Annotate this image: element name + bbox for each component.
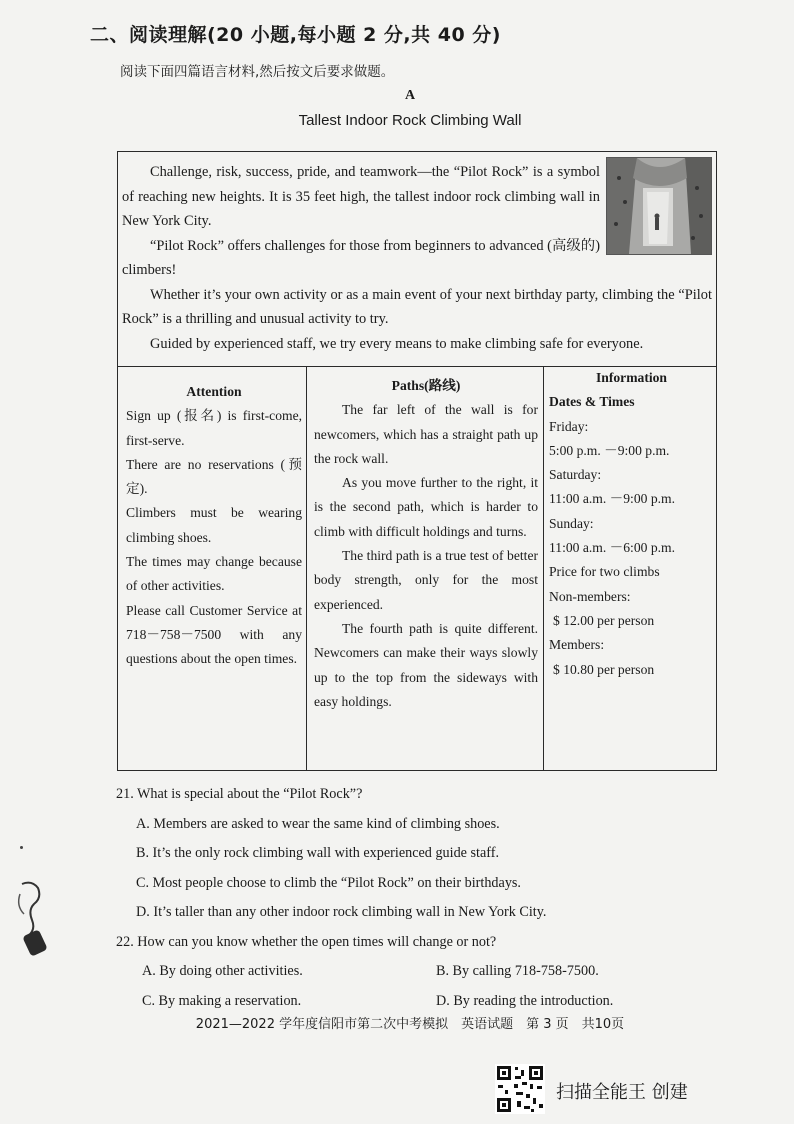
qr-code-icon	[495, 1064, 545, 1114]
margin-doodle-icon	[14, 880, 48, 960]
info-line: $ 12.00 per person	[553, 612, 655, 628]
info-line: Members:	[549, 637, 605, 653]
paths-heading: Paths(路线)	[391, 378, 461, 393]
passage-letter: A	[404, 88, 416, 103]
info-line: Sunday:	[549, 515, 594, 531]
questions-block	[116, 780, 716, 1016]
question-21-option-c: C. Most people choose to climb the “Pilot Rock” on their birthdays.	[136, 874, 521, 891]
intro-paragraph-1: Challenge, risk, success, pride, and teamwork—the “Pilot Rock” is a symbol of reaching new heights. It is 35 feet high, the tallest indoor rock climbing wall in New York City.	[122, 164, 600, 229]
attention-heading: Attention	[186, 384, 242, 399]
passage-title: Tallest Indoor Rock Climbing Wall	[298, 112, 522, 129]
column-divider-2	[543, 366, 544, 771]
intro-paragraph-3: Whether it’s your own activity or as a main event of your next birthday party, climbing the “Pilot Rock” is a thrilling and unusual activity to try.	[122, 286, 712, 327]
info-line: Non-members:	[549, 588, 631, 604]
question-22-options-row-2	[116, 987, 716, 1017]
attention-item: The times may change because of other activities.	[126, 554, 302, 594]
information-heading: Information	[596, 370, 667, 385]
question-21-option-d: D. It’s taller than any other indoor rock climbing wall in New York City.	[136, 904, 547, 920]
info-line: 5:00 p.m. －9:00 p.m.	[549, 442, 670, 458]
info-line: 11:00 a.m. －9:00 p.m.	[549, 491, 675, 507]
section-title: 二、阅读理解(20 小题,每小题 2 分,共 40 分)	[90, 24, 501, 46]
attention-item: Sign up (报名) is first-come, first-serve.	[126, 408, 302, 448]
info-line: $ 10.80 per person	[553, 661, 655, 677]
info-line: Friday:	[549, 418, 589, 434]
advert-intro	[122, 160, 712, 356]
section-instruction: 阅读下面四篇语言材料,然后按文后要求做题。	[120, 64, 395, 80]
path-item: The third path is a true test of better body strength, only for the most experienced.	[314, 548, 538, 612]
question-21-option-a: A. Members are asked to wear the same kind of climbing shoes.	[136, 815, 500, 832]
column-divider-1	[306, 366, 307, 771]
question-22-options-row-1	[116, 957, 716, 987]
question-22-option-a: A. By doing other activities.	[142, 963, 303, 979]
question-21-stem: 21. What is special about the “Pilot Rock”?	[116, 786, 363, 802]
dates-times-subheading: Dates & Times	[549, 394, 635, 410]
info-line: Price for two climbs	[549, 564, 660, 580]
question-22-stem: 22. How can you know whether the open times will change or not?	[116, 933, 497, 950]
paths-column	[314, 374, 538, 714]
page-footer: 2021—2022 学年度信阳市第二次中考模拟 英语试题 第 3 页 共10页	[195, 1017, 625, 1032]
margin-dot	[20, 846, 23, 849]
question-21-option-b: B. It’s the only rock climbing wall with experienced guide staff.	[136, 845, 500, 861]
information-column	[549, 366, 714, 682]
scanner-watermark: 扫描全能王 创建	[556, 1082, 688, 1103]
path-item: As you move further to the right, it is the second path, which is harder to climb with difficult holdings and turns.	[314, 475, 538, 539]
intro-paragraph-2: “Pilot Rock” offers challenges for those from beginners to advanced (高级的) climbers!	[122, 237, 600, 278]
question-22-option-c: C. By making a reservation.	[142, 992, 302, 1009]
info-line: Saturday:	[549, 467, 602, 483]
attention-item: Climbers must be wearing climbing shoes.	[126, 505, 302, 545]
info-line: 11:00 a.m. －6:00 p.m.	[549, 540, 675, 556]
question-22-option-b: B. By calling 718-758-7500.	[436, 963, 599, 979]
path-item: The far left of the wall is for newcomers, which has a straight path up the rock wall.	[314, 402, 538, 466]
intro-paragraph-4: Guided by experienced staff, we try every means to make climbing safe for everyone.	[150, 335, 644, 352]
question-22-option-d: D. By reading the introduction.	[436, 992, 614, 1009]
attention-item: Please call Customer Service at 718－758－7500 with any questions about the open times.	[126, 602, 302, 667]
attention-item: There are no reservations (预定).	[126, 456, 302, 497]
attention-column	[126, 380, 302, 672]
path-item: The fourth path is quite different. Newcomers can make their ways slowly up to the top from the sideways with easy holdings.	[314, 620, 538, 709]
